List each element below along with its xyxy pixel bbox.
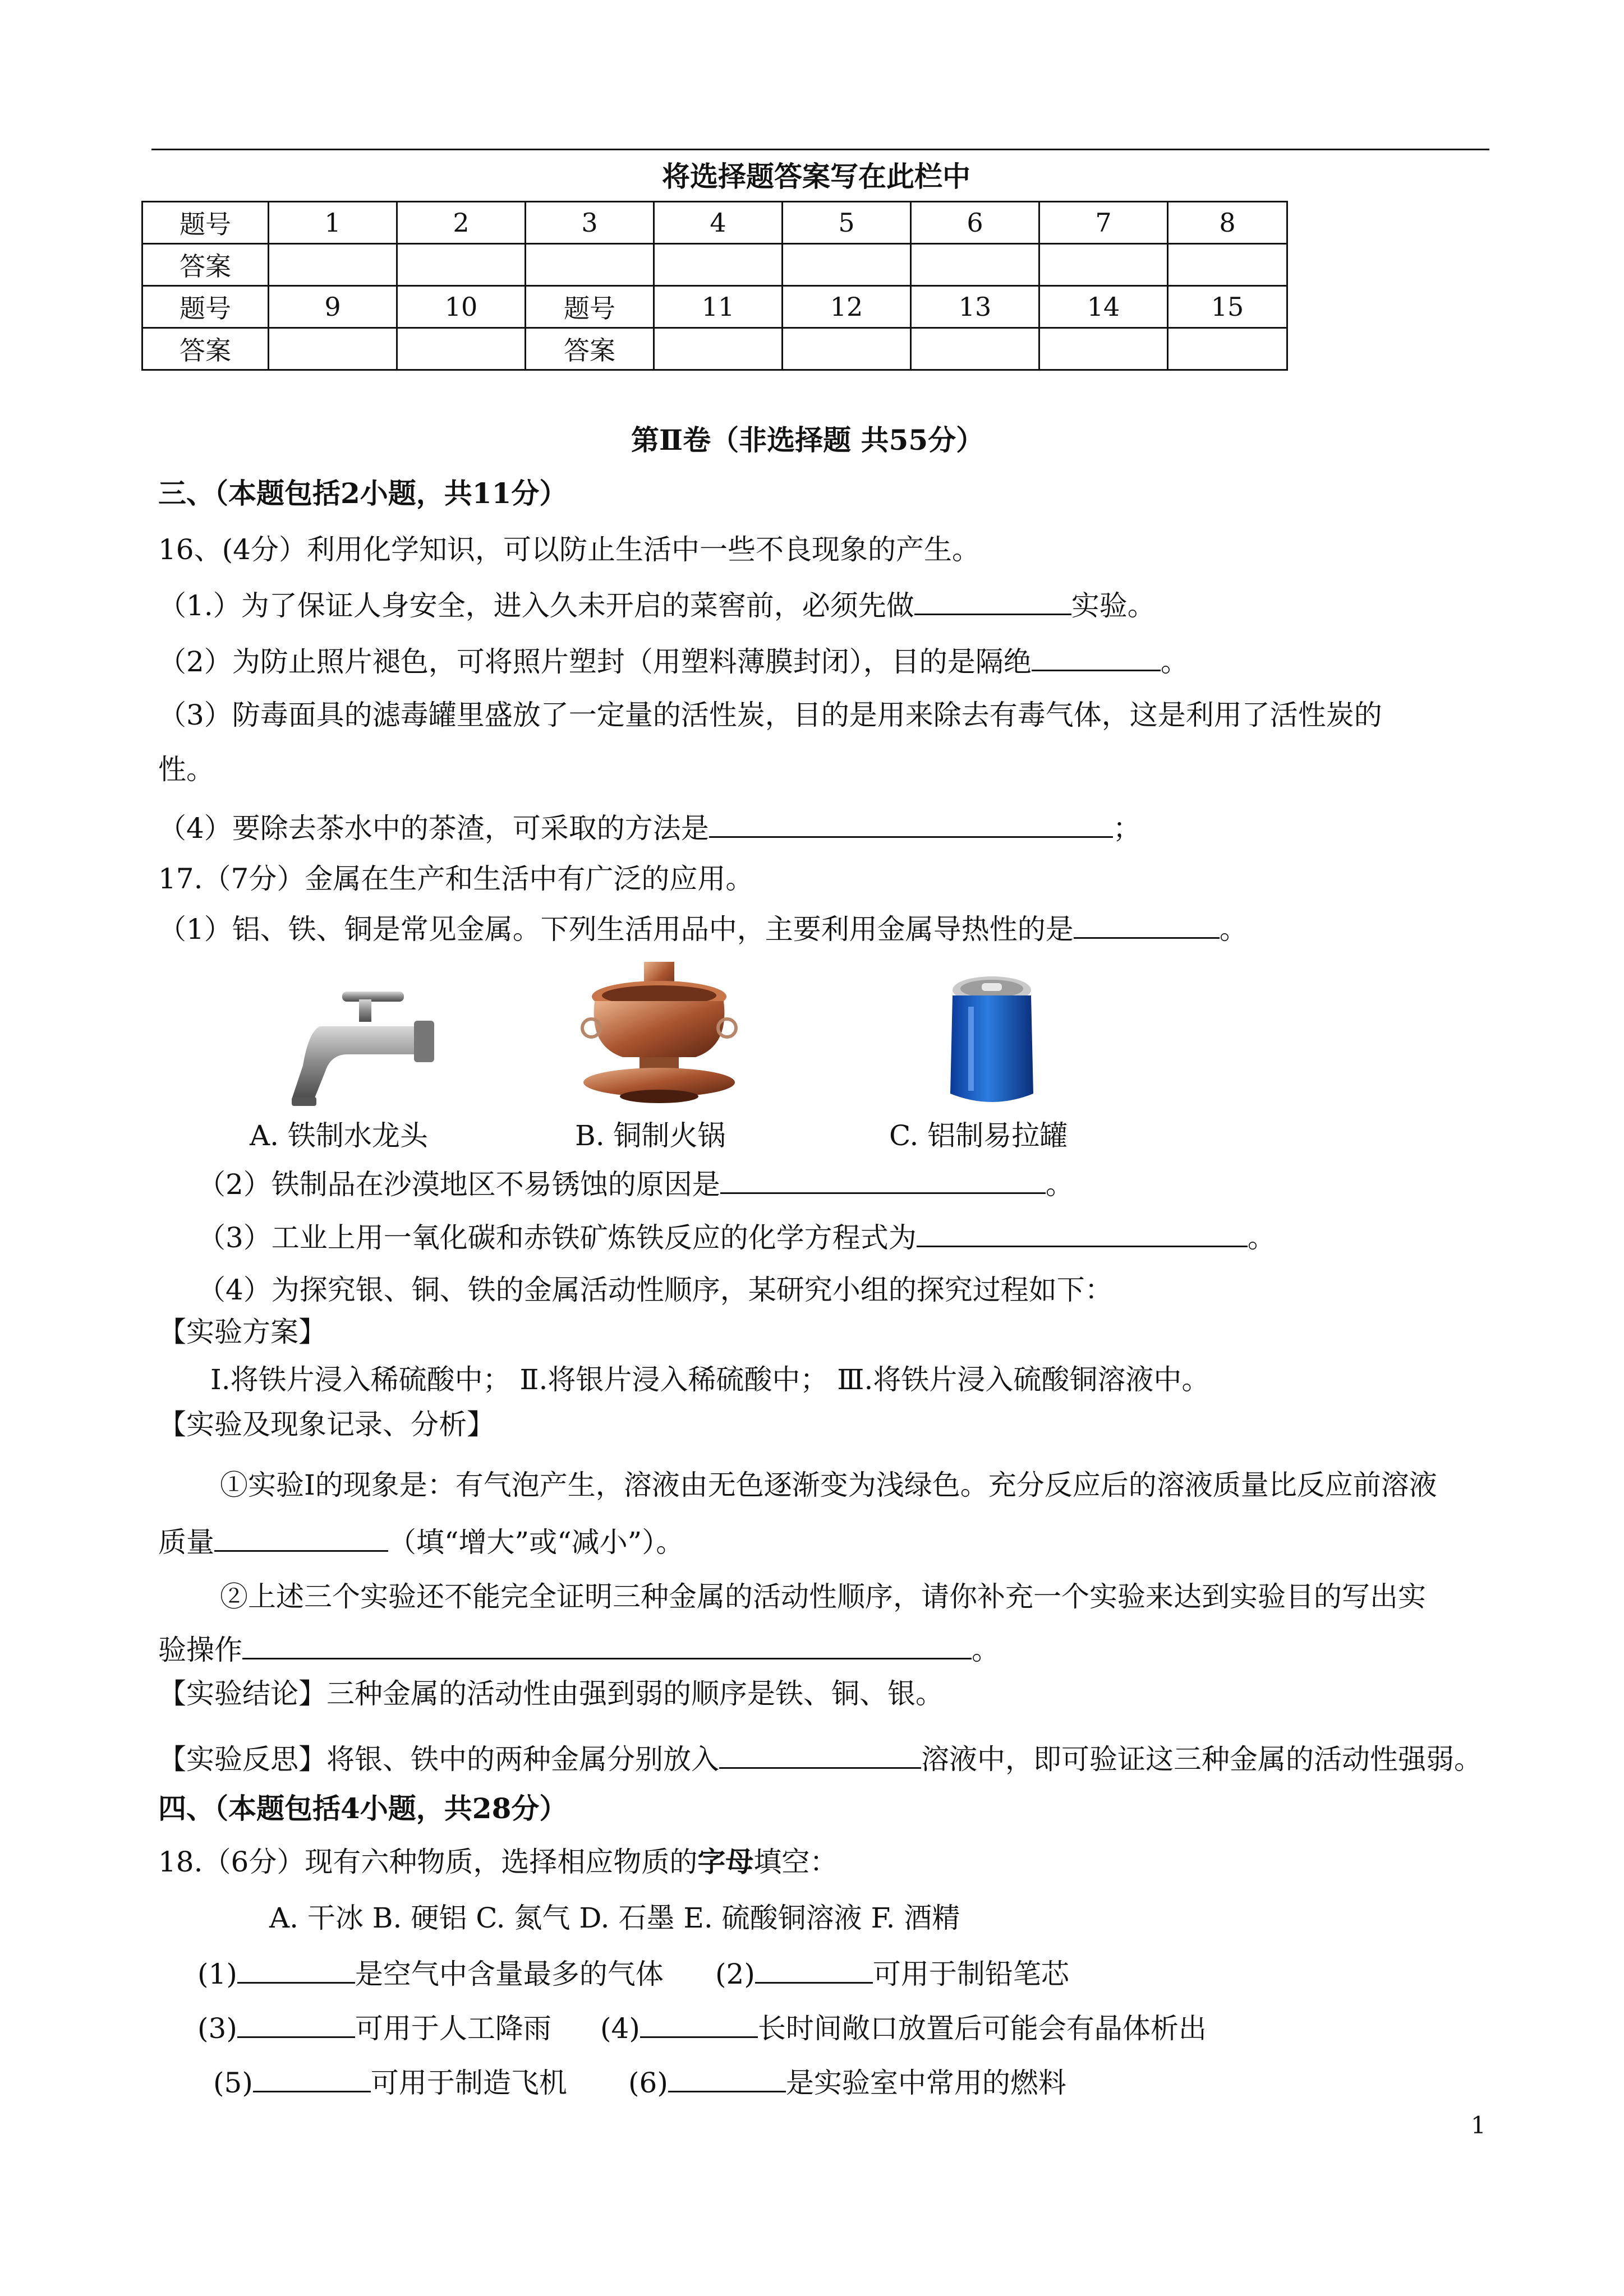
q17-sub1-tail: 。 <box>1219 913 1248 946</box>
q17-sub3-text: （3）工业上用一氧化碳和赤铁矿炼铁反应的化学方程式为 <box>197 1221 917 1254</box>
item-text: 可用于人工降雨 <box>355 2012 551 2045</box>
q16-sub4-text: （4）要除去茶水中的茶渣，可采取的方法是 <box>158 812 709 845</box>
q18-stem-bold: 字母 <box>697 1845 754 1878</box>
q16-sub2-text: （2）为防止照片褪色，可将照片塑封（用塑料薄膜封闭），目的是隔绝 <box>158 646 1032 678</box>
option-c-label: C. 铝制易拉罐 <box>889 1119 1068 1152</box>
answer-cell[interactable] <box>1039 244 1168 286</box>
plan-title: 【实验方案】 <box>158 1316 326 1348</box>
answer-blank[interactable] <box>668 2065 786 2092</box>
item-text: 是实验室中常用的燃料 <box>785 2067 1066 2099</box>
answer-blank[interactable] <box>237 2011 355 2038</box>
answer-cell[interactable] <box>526 244 654 286</box>
answer-blank[interactable] <box>917 1220 1248 1247</box>
record2-line1: ②上述三个实验还不能完全证明三种金属的活动性顺序，请你补充一个实验来达到实验目的写出实 <box>220 1580 1426 1613</box>
q18-item-2 <box>715 1956 1069 1991</box>
table-cell: 答案 <box>142 244 269 286</box>
table-cell: 8 <box>1168 202 1287 244</box>
aluminum-can-image <box>942 973 1041 1108</box>
q16-sub4-tail: ； <box>1112 812 1141 845</box>
part3-title: 三、（本题包括2小题，共11分） <box>158 477 568 510</box>
answer-cell[interactable] <box>783 328 911 370</box>
table-row <box>142 328 1287 370</box>
iron-faucet-image <box>280 987 438 1110</box>
answer-cell[interactable] <box>269 328 397 370</box>
q17-sub1 <box>158 911 1248 946</box>
item-text: 是空气中含量最多的气体 <box>355 1958 664 1990</box>
q18-item-5 <box>213 2065 567 2100</box>
table-row <box>142 286 1287 328</box>
table-cell: 1 <box>269 202 397 244</box>
q16-sub3-line1: （3）防毒面具的滤毒罐里盛放了一定量的活性炭，目的是用来除去有毒气体，这是利用了活性炭的 <box>158 699 1382 731</box>
answer-cell[interactable] <box>911 328 1039 370</box>
table-cell: 7 <box>1039 202 1168 244</box>
header-rule <box>151 149 1489 150</box>
record1-line1: ①实验Ⅰ的现象是：有气泡产生，溶液由无色逐渐变为浅绿色。充分反应后的溶液质量比反应前溶液 <box>220 1469 1437 1501</box>
q16-sub1 <box>158 588 1156 623</box>
reflection <box>158 1741 1482 1776</box>
item-text: 长时间敞口放置后可能会有晶体析出 <box>757 2012 1207 2045</box>
answer-blank[interactable] <box>709 810 1113 838</box>
answer-cell[interactable] <box>269 244 397 286</box>
q16-sub4 <box>158 810 1141 845</box>
q18-item-6 <box>628 2065 1066 2100</box>
q18-item-1 <box>197 1956 664 1991</box>
answer-blank[interactable] <box>1074 911 1220 939</box>
q16-sub3-line2: 性。 <box>158 753 214 786</box>
table-cell: 答案 <box>526 328 654 370</box>
q16-sub2-tail: 。 <box>1160 646 1189 678</box>
answer-cell[interactable] <box>397 328 526 370</box>
answer-cell[interactable] <box>1168 244 1287 286</box>
table-cell: 12 <box>783 286 911 328</box>
record1-line2-text: 质量 <box>158 1526 214 1559</box>
q17-sub3-tail: 。 <box>1247 1221 1276 1254</box>
item-text: 可用于制铅笔芯 <box>872 1958 1069 1990</box>
answer-blank[interactable] <box>755 1956 873 1984</box>
table-cell: 2 <box>397 202 526 244</box>
record1-line2 <box>158 1524 684 1559</box>
q18-item-3 <box>197 2011 551 2045</box>
answer-blank[interactable] <box>242 1632 972 1659</box>
item-number: (4) <box>600 2012 640 2045</box>
answer-blank[interactable] <box>640 2011 758 2038</box>
table-cell: 答案 <box>142 328 269 370</box>
q17-stem: 17.（7分）金属在生产和生活中有广泛的应用。 <box>158 863 754 895</box>
table-cell: 9 <box>269 286 397 328</box>
table-cell: 题号 <box>526 286 654 328</box>
item-number: (1) <box>197 1958 237 1990</box>
q16-stem: 16、(4分）利用化学知识，可以防止生活中一些不良现象的产生。 <box>158 533 980 566</box>
q18-stem <box>158 1845 838 1879</box>
table-cell: 6 <box>911 202 1039 244</box>
item-number: (3) <box>197 2012 237 2045</box>
table-cell: 5 <box>783 202 911 244</box>
q18-stem-tail: 填空： <box>753 1846 838 1878</box>
table-cell: 11 <box>654 286 783 328</box>
reflection-text: 【实验反思】将银、铁中的两种金属分别放入 <box>158 1743 719 1776</box>
record2-line2-tail: 。 <box>972 1634 1000 1666</box>
part4-title: 四、（本题包括4小题，共28分） <box>158 1792 568 1825</box>
q17-sub2 <box>197 1167 1074 1201</box>
record2-line2 <box>158 1632 1000 1667</box>
q18-options: A. 干冰 B. 硬铝 C. 氮气 D. 石墨 E. 硫酸铜溶液 F. 酒精 <box>269 1902 960 1934</box>
conclusion: 【实验结论】三种金属的活动性由强到弱的顺序是铁、铜、银。 <box>158 1677 944 1710</box>
answer-cell[interactable] <box>911 244 1039 286</box>
q17-sub1-text: （1）铝、铁、铜是常见金属。下列生活用品中，主要利用金属导热性的是 <box>158 913 1074 946</box>
answer-cell[interactable] <box>654 244 783 286</box>
q17-sub4: （4）为探究银、铜、铁的金属活动性顺序，某研究小组的探究过程如下： <box>197 1274 1113 1306</box>
answer-blank[interactable] <box>719 1741 921 1769</box>
table-cell: 10 <box>397 286 526 328</box>
item-text: 可用于制造飞机 <box>370 2067 567 2099</box>
option-a-label: A. 铁制水龙头 <box>250 1119 428 1152</box>
copper-hotpot-image <box>578 962 740 1105</box>
answer-cell[interactable] <box>1168 328 1287 370</box>
table-cell: 题号 <box>142 286 269 328</box>
table-cell: 14 <box>1039 286 1168 328</box>
item-number: (2) <box>715 1958 755 1990</box>
answer-blank[interactable] <box>914 588 1071 615</box>
reflection-tail: 溶液中，即可验证这三种金属的活动性强弱。 <box>921 1743 1482 1776</box>
item-number: (5) <box>213 2067 253 2099</box>
answer-blank[interactable] <box>1032 644 1161 671</box>
q17-sub3 <box>197 1220 1276 1255</box>
record2-line2-text: 验操作 <box>158 1634 242 1666</box>
q16-sub2 <box>158 644 1189 679</box>
page-number: 1 <box>1471 2111 1486 2139</box>
q16-sub1-tail: 实验。 <box>1071 589 1156 622</box>
table-cell: 4 <box>654 202 783 244</box>
answer-blank[interactable] <box>214 1524 388 1552</box>
table-cell: 13 <box>911 286 1039 328</box>
answer-cell[interactable] <box>1039 328 1168 370</box>
answer-table-title: 将选择题答案写在此栏中 <box>662 160 970 193</box>
item-number: (6) <box>628 2067 668 2099</box>
section-title: 第Ⅱ卷（非选择题 共55分） <box>631 423 984 457</box>
table-row <box>142 244 1287 286</box>
answer-blank[interactable] <box>237 1956 355 1984</box>
answer-blank[interactable] <box>253 2065 371 2092</box>
answer-cell[interactable] <box>783 244 911 286</box>
record1-line2-tail: （填“增大”或“减小”）。 <box>388 1526 684 1559</box>
record-title: 【实验及现象记录、分析】 <box>158 1408 495 1441</box>
answer-blank[interactable] <box>720 1167 1046 1194</box>
table-cell: 15 <box>1168 286 1287 328</box>
q17-sub2-text: （2）铁制品在沙漠地区不易锈蚀的原因是 <box>197 1168 720 1201</box>
table-cell: 3 <box>526 202 654 244</box>
answer-cell[interactable] <box>654 328 783 370</box>
q18-item-4 <box>600 2011 1207 2045</box>
option-b-label: B. 铜制火锅 <box>575 1119 726 1152</box>
plan-items: Ⅰ.将铁片浸入稀硫酸中； Ⅱ.将银片浸入稀硫酸中； Ⅲ.将铁片浸入硫酸铜溶液中。 <box>210 1363 1210 1396</box>
answer-table <box>141 201 1288 371</box>
q18-stem-text: 18.（6分）现有六种物质，选择相应物质的 <box>158 1846 698 1878</box>
q17-sub2-tail: 。 <box>1045 1168 1074 1201</box>
answer-cell[interactable] <box>397 244 526 286</box>
table-row <box>142 202 1287 244</box>
q16-sub1-text: （1.）为了保证人身安全，进入久未开启的菜窖前，必须先做 <box>158 589 914 622</box>
table-cell: 题号 <box>142 202 269 244</box>
